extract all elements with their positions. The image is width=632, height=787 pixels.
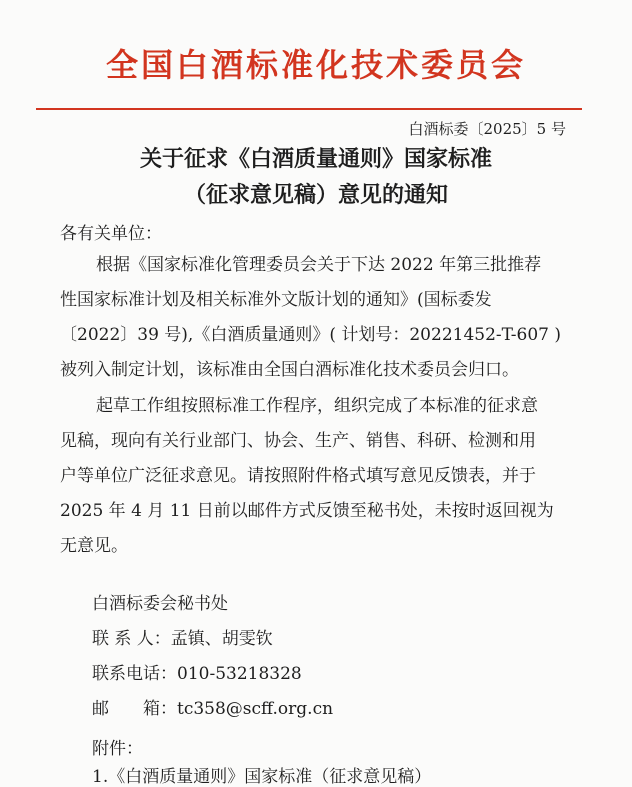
paragraph-1-line: 被列入制定计划，该标准由全国白酒标准化技术委员会归口。 (60, 360, 519, 380)
paragraph-2-line: 见稿，现向有关行业部门、协会、生产、销售、科研、检测和用 (60, 431, 536, 451)
attachment-item: 1.《白酒质量通则》国家标准（征求意见稿） (92, 767, 432, 787)
salutation: 各有关单位： (60, 224, 162, 244)
contact-email: 邮 箱：tc358@scff.org.cn (92, 699, 334, 719)
paragraph-1-line: 根据《国家标准化管理委员会关于下达 2022 年第三批推荐 (96, 255, 542, 275)
paragraph-2-line: 户等单位广泛征求意见。请按照附件格式填写意见反馈表，并于 (60, 466, 536, 486)
paragraph-1-line: 〔2022〕39 号),《白酒质量通则》( 计划号：20221452-T-607 ) (60, 325, 562, 345)
paragraph-2-line: 无意见。 (60, 536, 128, 556)
notice-title-line-1: 关于征求《白酒质量通则》国家标准 (139, 146, 492, 172)
contact-phone: 联系电话：010-53218328 (92, 664, 302, 684)
attachments-label: 附件： (92, 739, 143, 759)
document-number: 白酒标委〔2025〕5 号 (408, 120, 566, 138)
paragraph-2-line: 起草工作组按照标准工作程序，组织完成了本标准的征求意 (96, 396, 538, 416)
organization-header: 全国白酒标准化技术委员会 (105, 46, 526, 84)
header-divider (36, 108, 582, 110)
paragraph-2-line: 2025 年 4 月 11 日前以邮件方式反馈至秘书处，未按时返回视为 (60, 501, 554, 521)
paragraph-1-line: 性国家标准计划及相关标准外文版计划的通知》(国标委发 (60, 290, 492, 310)
secretariat-office: 白酒标委会秘书处 (92, 594, 228, 614)
notice-title-line-2: （征求意见稿）意见的通知 (183, 182, 448, 208)
contact-person: 联 系 人：孟镇、胡雯钦 (92, 629, 273, 649)
